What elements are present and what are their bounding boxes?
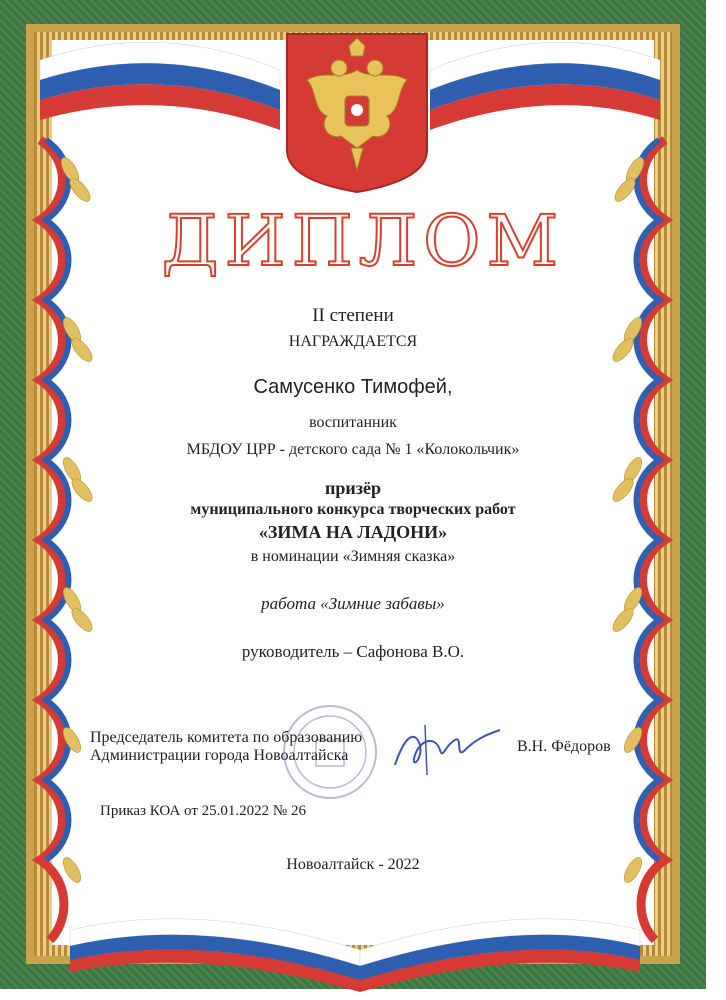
work-line: работа «Зимние забавы»: [261, 594, 445, 613]
institution-line: МБДОУ ЦРР - детского сада № 1 «Колокольчик»: [186, 441, 520, 458]
status-line: призёр: [325, 478, 381, 498]
handwritten-signature: [385, 715, 505, 785]
contest-name-line: «ЗИМА НА ЛАДОНИ»: [258, 522, 448, 542]
bottom-flag-ribbon: [70, 919, 640, 992]
supervisor-line: руководитель – Сафонова В.О.: [241, 642, 465, 661]
order-reference: Приказ КОА от 25.01.2022 № 26: [100, 803, 306, 819]
contest-line: муниципального конкурса творческих работ: [190, 501, 516, 518]
diploma-title: ДИПЛОМ: [161, 200, 565, 282]
signatory-name: В.Н. Фёдоров: [517, 738, 611, 755]
signatory-position-line2: Администрации города Новоалтайска: [90, 747, 349, 764]
footer-place-year: Новоалтайск - 2022: [286, 856, 420, 873]
recipient-name: Самусенко Тимофей,: [253, 376, 453, 398]
coat-of-arms-icon: [283, 30, 431, 194]
awarded-line: НАГРАЖДАЕТСЯ: [288, 333, 418, 350]
nomination-line: в номинации «Зимняя сказка»: [250, 548, 456, 565]
signatory-position-line1: Председатель комитета по образованию: [90, 729, 363, 746]
signatory-position: [90, 729, 362, 765]
role-line: воспитанник: [309, 414, 397, 431]
degree-line: II степени: [312, 305, 394, 326]
